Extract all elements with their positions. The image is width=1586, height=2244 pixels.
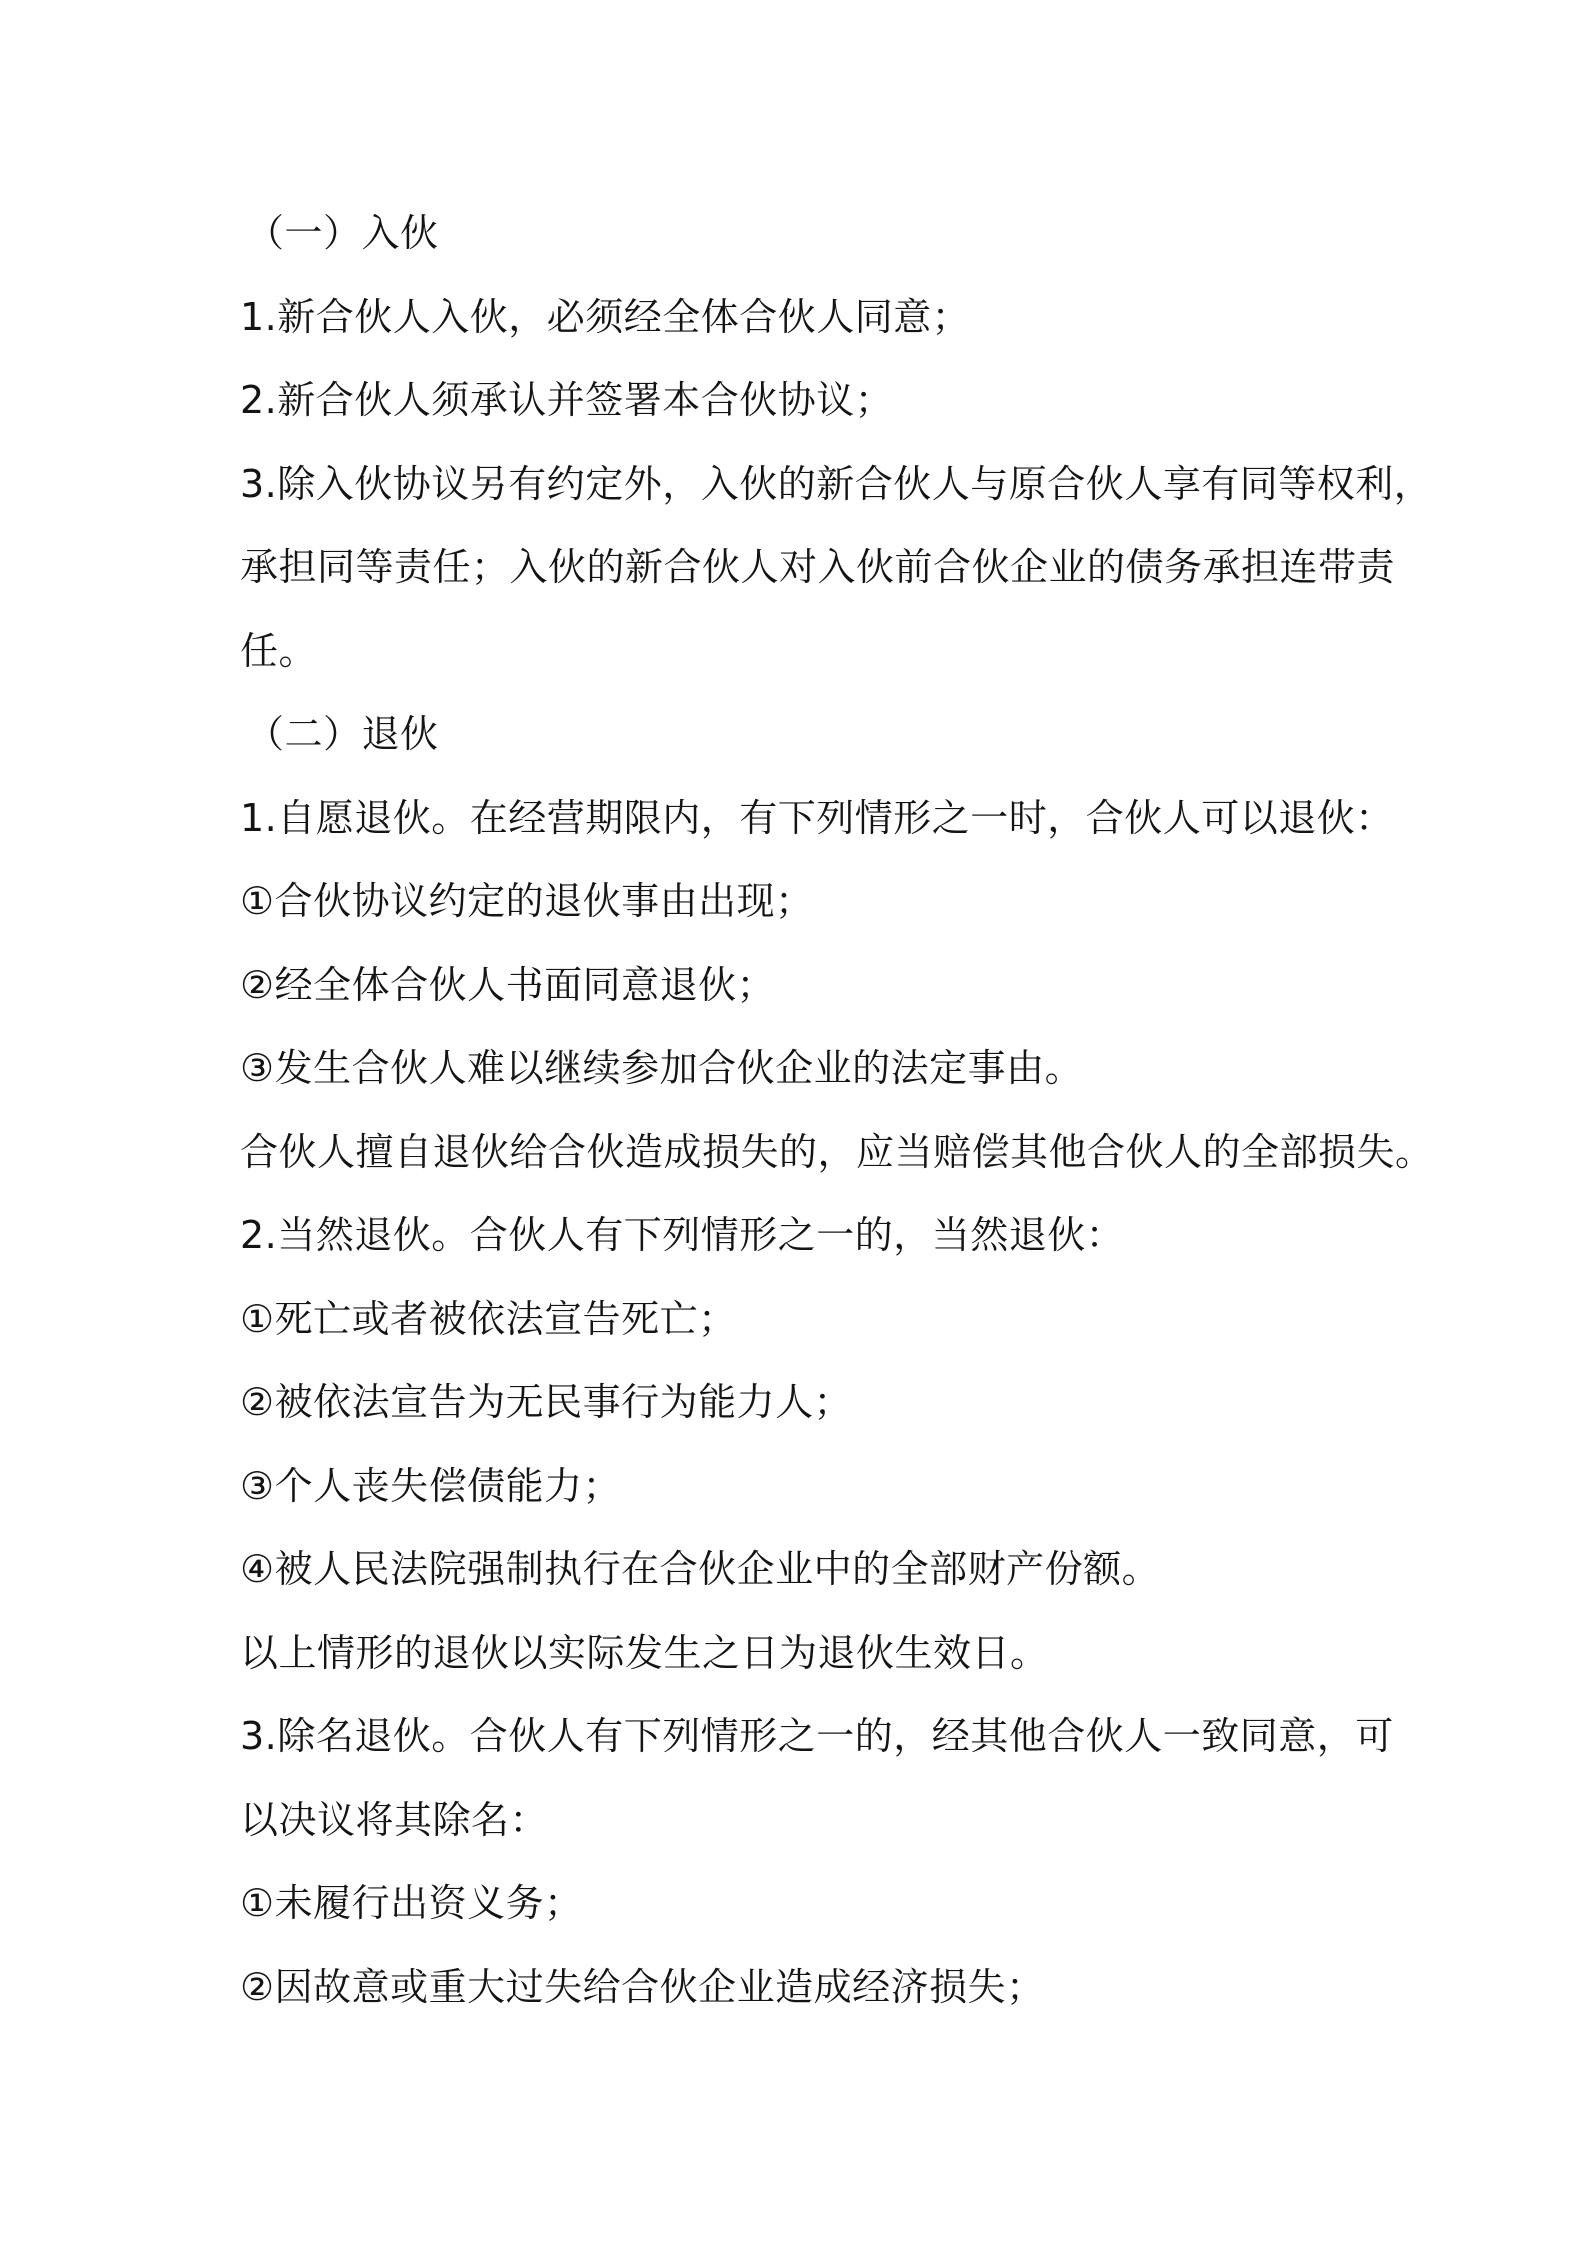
list-item: ②经全体合伙人书面同意退伙； [240,962,776,1007]
paragraph-line: 2.新合伙人须承认并签署本合伙协议； [240,378,894,422]
paragraph-line: 1.新合伙人入伙，必须经全体合伙人同意； [240,294,971,339]
paragraph-line: 合伙人擅自退伙给合伙造成损失的，应当赔偿其他合伙人的全部损失。 [240,1129,1434,1174]
paragraph-line: 2.当然退伙。合伙人有下列情形之一的，当然退伙： [240,1213,1125,1257]
list-item: ①合伙协议约定的退伙事由出现； [240,879,814,923]
paragraph-line: 3.除名退伙。合伙人有下列情形之一的，经其他合伙人一致同意，可 [240,1714,1394,1758]
section-heading-joining: （一）入伙 [246,211,439,255]
list-item: ②被依法宣告为无民事行为能力人； [240,1380,853,1424]
list-item: ③发生合伙人难以继续参加合伙企业的法定事由。 [240,1046,1084,1090]
paragraph-line: 以决议将其除名： [240,1797,549,1842]
paragraph-line: 1.自愿退伙。在经营期限内，有下列情形之一时，合伙人可以退伙： [240,795,1394,840]
paragraph-line: 承担同等责任；入伙的新合伙人对入伙前合伙企业的债务承担连带责 [240,545,1396,589]
paragraph-line: 3.除入伙协议另有约定外，入伙的新合伙人与原合伙人享有同等权利， [240,461,1433,506]
paragraph-line: 任。 [240,628,318,673]
section-heading-withdrawal: （二）退伙 [246,712,439,756]
list-item: ③个人丧失偿债能力； [240,1463,622,1508]
document-body [240,192,1434,2029]
paragraph-line: 以上情形的退伙以实际发生之日为退伙生效日。 [240,1630,1049,1675]
list-item: ①死亡或者被依法宣告死亡； [240,1296,737,1341]
list-item: ①未履行出资义务； [240,1881,583,1925]
list-item: ②因故意或重大过失给合伙企业造成经济损失； [240,1964,1045,2009]
list-item: ④被人民法院强制执行在合伙企业中的全部财产份额。 [240,1547,1161,1591]
